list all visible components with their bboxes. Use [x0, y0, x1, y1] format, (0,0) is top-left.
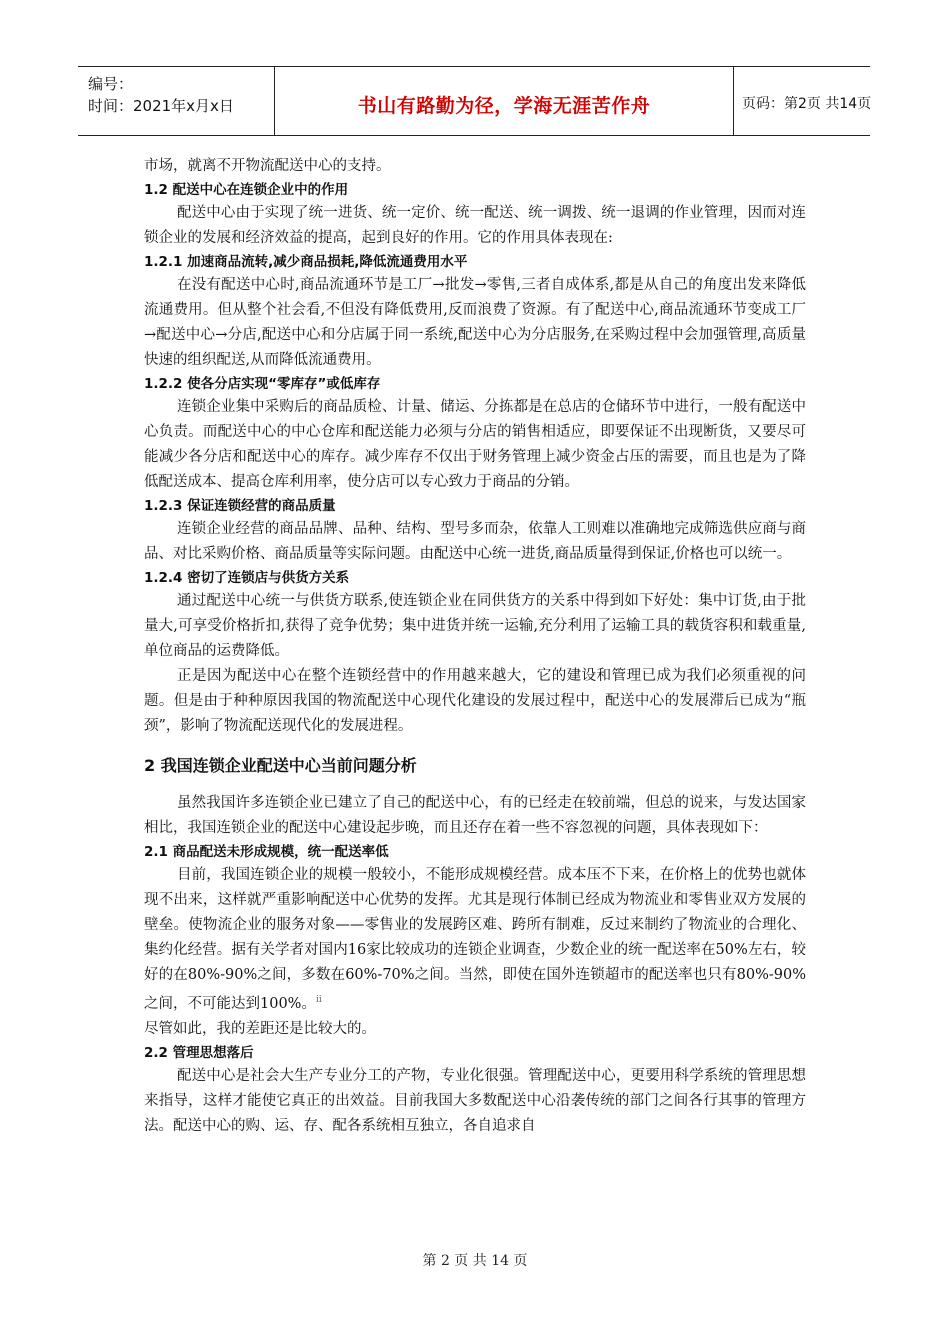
section-heading: 1.2.2 使各分店实现“零库存”或低库存 — [144, 376, 381, 392]
document-body — [144, 154, 806, 1139]
page-footer: 第 2 页 共 14 页 — [422, 1253, 528, 1269]
paragraph: 配送中心由于实现了统一进货、统一定价、统一配送、统一调拨、统一退调的作业管理，因而对连锁企业的发展和经济效益的提高，起到良好的作用。它的作用具体表现在: — [144, 205, 806, 246]
paragraph: 连锁企业集中采购后的商品质检、计量、储运、分拣都是在总店的仓储环节中进行，一般有配送中心负责。而配送中心的中心仓库和配送能力必须与分店的销售相适应，即要保证不出现断货，又要尽可能减少各分店和配送中心的库存。减少库存不仅出于财务管理上减少资金占压的需要，而且也是为了降低配送成本、提高仓库利用率，使分店可以专心致力于商品的分销。 — [144, 399, 806, 490]
paragraph-tail: 尽管如此，我的差距还是比较大的。 — [144, 1020, 376, 1037]
header-info-cell — [78, 67, 274, 135]
paragraph: 连锁企业经营的商品品牌、品种、结构、型号多而杂，依靠人工则难以准确地完成筛选供应商与商品、对比采购价格、商品质量等实际问题。由配送中心统一进货,商品质量得到保证,价格也可以统一。 — [144, 521, 806, 562]
motto: 书山有路勤为径，学海无涯苦作舟 — [357, 95, 651, 117]
header-motto-cell — [274, 67, 734, 135]
section-heading: 2.2 管理思想落后 — [144, 1044, 254, 1061]
paragraph-text: 目前，我国连锁企业的规模一般较小，不能形成规模经营。成本压不下来，在价格上的优势也就体现不出来，这样就严重影响配送中心优势的发挥。尤其是现行体制已经成为物流业和零售业双方发展的壁垒。使物流企业的服务对象——零售业的发展跨区难、跨所有制难，反过来制约了物流业的合理化、集约化经营。据有关学者对国内16家比较成功的连锁企业调查，少数企业的统一配送率在50%左右，较好的在80%-90%之间，多数在60%-70%之间。当然，即使在国外连锁超市的配送率也只有80%-90%之间，不可能达到100%。 — [144, 867, 806, 1012]
number-label: 编号： — [88, 75, 134, 93]
section-heading: 1.2.3 保证连锁经营的商品质量 — [144, 498, 336, 514]
paragraph — [144, 863, 806, 1042]
page-header — [78, 66, 870, 136]
section-heading: 1.2.4 密切了连锁店与供货方关系 — [144, 570, 350, 586]
page-code: 页码：第2页 共14页 — [742, 96, 872, 112]
section-heading: 1.2.1 加速商品流转,减少商品损耗,降低流通费用水平 — [144, 254, 468, 270]
chapter-heading: 2 我国连锁企业配送中心当前问题分析 — [144, 756, 417, 775]
section-heading: 1.2 配送中心在连锁企业中的作用 — [144, 182, 349, 198]
time-label: 时间：2021年x月x日 — [88, 97, 234, 115]
paragraph: 正是因为配送中心在整个连锁经营中的作用越来越大，它的建设和管理已成为我们必须重视的问题。但是由于种种原因我国的物流配送中心现代化建设的发展过程中，配送中心的发展滞后已成为“瓶颈”，影响了物流配送现代化的发展进程。 — [144, 668, 806, 734]
paragraph: 虽然我国许多连锁企业已建立了自己的配送中心，有的已经走在较前端，但总的说来，与发达国家相比，我国连锁企业的配送中心建设起步晚，而且还存在着一些不容忽视的问题，具体表现如下： — [144, 795, 806, 836]
paragraph: 在没有配送中心时,商品流通环节是工厂→批发→零售,三者自成体系,都是从自己的角度出发来降低流通费用。但从整个社会看,不但没有降低费用,反而浪费了资源。有了配送中心,商品流通环节变成工厂→配送中心→分店,配送中心和分店属于同一系统,配送中心为分店服务,在采购过程中会加强管理,高质量快速的组织配送,从而降低流通费用。 — [144, 277, 806, 368]
header-page-cell — [734, 67, 870, 135]
paragraph: 通过配送中心统一与供货方联系,使连锁企业在同供货方的关系中得到如下好处：集中订货,由于批量大,可享受价格折扣,获得了竞争优势；集中进货并统一运输,充分利用了运输工具的载货容积和载重量,单位商品的运费降低。 — [144, 593, 806, 659]
section-heading: 2.1 商品配送未形成规模，统一配送率低 — [144, 844, 389, 860]
footnote-marker[interactable]: ii — [315, 995, 322, 1005]
paragraph: 市场，就离不开物流配送中心的支持。 — [144, 158, 391, 174]
paragraph: 配送中心是社会大生产专业分工的产物，专业化很强。管理配送中心，更要用科学系统的管理思想来指导，这样才能使它真正的出效益。目前我国大多数配送中心沿袭传统的部门之间各行其事的管理方法。配送中心的购、运、存、配各系统相互独立，各自追求自 — [144, 1067, 806, 1134]
